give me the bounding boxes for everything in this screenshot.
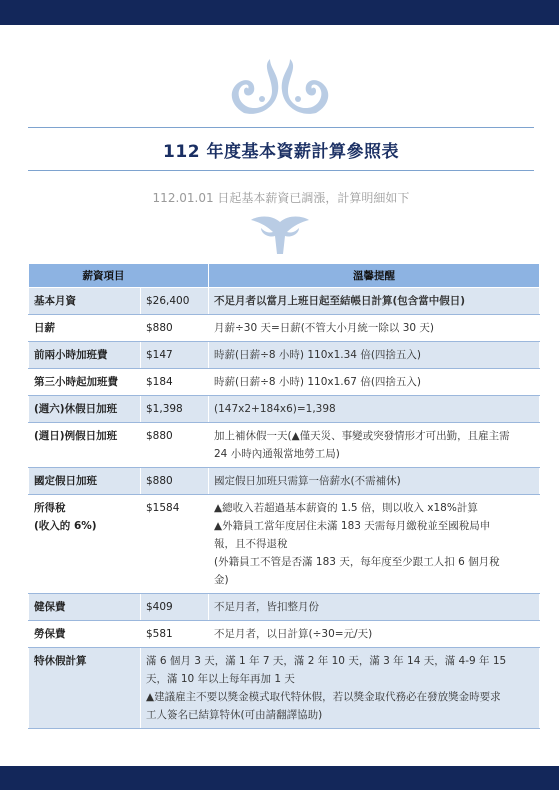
row-amount: $26,400 <box>141 288 209 315</box>
row-item: 基本月資 <box>29 288 141 315</box>
row-item: 健保費 <box>29 594 141 621</box>
row-note <box>209 495 540 594</box>
row-amount: $880 <box>141 423 209 468</box>
note-line: 加上補休假一天(▲僅天災、事變或突發情形才可出勤，且雇主需 <box>214 430 510 442</box>
flourish-ornament-icon <box>224 55 336 117</box>
row-note: 月薪÷30 天=日薪(不管大小月統一除以 30 天) <box>209 315 540 342</box>
title-rule-top <box>28 127 534 128</box>
row-note: 國定假日加班只需算一倍薪水(不需補休) <box>209 468 540 495</box>
row-item: 日薪 <box>29 315 141 342</box>
note-line: 天，滿 10 年以上每年再加 1 天 <box>146 673 295 685</box>
top-banner <box>0 0 559 25</box>
table-row <box>29 648 540 729</box>
note-line: (外籍員工不管是否滿 183 天，每年度至少跟工人扣 6 個月稅 <box>214 556 500 568</box>
row-note <box>141 648 540 729</box>
table-row <box>29 423 540 468</box>
row-amount: $184 <box>141 369 209 396</box>
table-row <box>29 594 540 621</box>
row-item: 勞保費 <box>29 621 141 648</box>
row-note: 不足月者，以日計算(÷30=元/天) <box>209 621 540 648</box>
row-amount: $1,398 <box>141 396 209 423</box>
page-subtitle: 112.01.01 日起基本薪資已調漲，計算明細如下 <box>152 191 410 205</box>
table-row <box>29 315 540 342</box>
title-rule-bottom <box>28 170 534 171</box>
note-line: ▲建議雇主不要以獎金模式取代特休假，若以獎金取代務必在發放獎金時要求 <box>146 691 501 703</box>
row-amount: $409 <box>141 594 209 621</box>
table-row <box>29 342 540 369</box>
row-amount: $581 <box>141 621 209 648</box>
header-note: 溫馨提醒 <box>209 264 540 288</box>
row-amount: $880 <box>141 315 209 342</box>
row-item: 第三小時起加班費 <box>29 369 141 396</box>
row-note: 時薪(日薪÷8 小時) 110x1.34 倍(四捨五入) <box>209 342 540 369</box>
table-row <box>29 369 540 396</box>
row-note: 時薪(日薪÷8 小時) 110x1.67 倍(四捨五入) <box>209 369 540 396</box>
row-item: (週日)例假日加班 <box>29 423 141 468</box>
page-title: 112 年度基本資薪計算參照表 <box>163 142 399 162</box>
ribbon-ornament-icon <box>249 214 311 256</box>
note-line: ▲總收入若超過基本薪資的 1.5 倍，則以收入 x18%計算 <box>214 502 478 514</box>
table-header-row <box>29 264 540 288</box>
table-row <box>29 468 540 495</box>
row-item: 前兩小時加班費 <box>29 342 141 369</box>
table-row <box>29 288 540 315</box>
note-line: 24 小時內通報當地勞工局) <box>214 448 340 460</box>
table-row <box>29 621 540 648</box>
row-item: (週六)休假日加班 <box>29 396 141 423</box>
note-line: ▲外籍員工當年度居住未滿 183 天需每月繳稅並至國稅局申 <box>214 520 491 532</box>
note-line: 報，且不得退稅 <box>214 538 288 550</box>
header-item: 薪資項目 <box>29 264 209 288</box>
row-note: 不足月者，皆扣整月份 <box>209 594 540 621</box>
row-item <box>29 495 141 594</box>
bottom-banner <box>0 766 559 790</box>
row-item: 特休假計算 <box>29 648 141 729</box>
row-note: 不足月者以當月上班日起至結帳日計算(包含當中假日) <box>209 288 540 315</box>
note-line: 金) <box>214 574 229 586</box>
note-line: 工人簽名已結算特休(可由請翻譯協助) <box>146 709 323 721</box>
row-amount: $1584 <box>141 495 209 594</box>
row-amount: $880 <box>141 468 209 495</box>
row-amount: $147 <box>141 342 209 369</box>
salary-reference-table <box>28 263 540 729</box>
row-item-line: (收入的 6%) <box>34 520 97 532</box>
row-note: (147x2+184x6)=1,398 <box>209 396 540 423</box>
table-row <box>29 495 540 594</box>
row-item: 國定假日加班 <box>29 468 141 495</box>
table-row <box>29 396 540 423</box>
row-item-line: 所得稅 <box>34 502 66 514</box>
row-note <box>209 423 540 468</box>
note-line: 滿 6 個月 3 天，滿 1 年 7 天，滿 2 年 10 天，滿 3 年 14 天，滿 4-9 年 15 <box>146 655 507 667</box>
